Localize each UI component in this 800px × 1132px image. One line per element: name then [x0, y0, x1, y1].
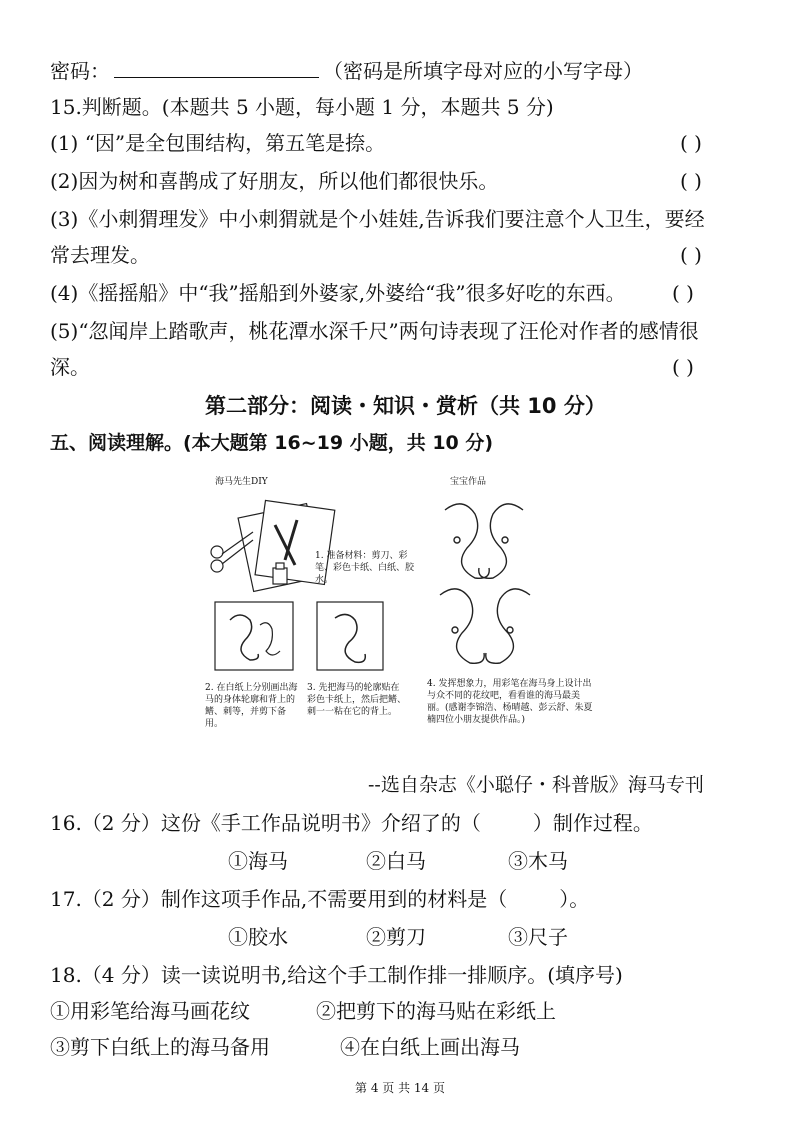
q15-answer-2[interactable]: ( )	[680, 169, 702, 193]
q18-option-2: ②把剪下的海马贴在彩纸上	[316, 999, 556, 1023]
q15-item-3: (3)《小刺猬理发》中小刺猬就是个小娃娃,告诉我们要注意个人卫生，要经	[50, 207, 705, 231]
instruction-figure	[205, 470, 600, 755]
q17-option-2[interactable]: ②剪刀	[366, 925, 426, 949]
q15-answer-4[interactable]: ( )	[672, 281, 694, 305]
password-note: （密码是所填字母对应的小写字母）	[323, 59, 643, 83]
q18-stem: 18.（4 分）读一读说明书,给这个手工制作排一排顺序。(填序号)	[50, 963, 623, 987]
password-line	[50, 58, 643, 84]
q15-item-4: (4)《摇摇船》中“我”摇船到外婆家,外婆给“我”很多好吃的东西。	[50, 281, 626, 305]
q16-stem	[50, 810, 653, 836]
page-footer: 第 4 页 共 14 页	[355, 1081, 445, 1095]
password-label: 密码：	[50, 59, 110, 83]
q18-option-3: ③剪下白纸上的海马备用	[50, 1035, 270, 1059]
q16-option-3[interactable]: ③木马	[508, 849, 568, 873]
q16-option-2[interactable]: ②白马	[366, 849, 426, 873]
q18-option-1: ①用彩笔给海马画花纹	[50, 999, 250, 1023]
q16-stem-after: ）制作过程。	[532, 811, 653, 835]
q15-item-2: (2)因为树和喜鹊成了好朋友，所以他们都很快乐。	[50, 169, 499, 193]
figure-step-2: 2. 在白纸上分别画出海马的身体轮廓和背上的鳍、刺等，并剪下备用。	[205, 683, 298, 729]
q17-stem-after: ）。	[559, 887, 590, 911]
q16-option-1[interactable]: ①海马	[228, 849, 288, 873]
figure-step-4: 4. 发挥想象力，用彩笔在海马身上设计出与众不同的花纹吧，看看谁的海马最美丽。(感谢李锦浩、杨晴越、彭云舒、朱夏楠四位小朋友提供作品。)	[427, 679, 593, 725]
figure-left-title: 海马先生DIY	[215, 477, 268, 487]
q15-item-5: (5)“忽闻岸上踏歌声，桃花潭水深千尺”两句诗表现了汪伦对作者的感情很	[50, 319, 699, 343]
q15-title: 15.判断题。(本题共 5 小题，每小题 1 分，本题共 5 分)	[50, 95, 554, 119]
kids-works-icons	[440, 504, 530, 663]
figure-step-3: 3. 先把海马的轮廓贴在彩色卡纸上，然后把鳍、刺一一粘在它的背上。	[307, 683, 407, 717]
q17-stem-before: 17.（2 分）制作这项手作品,不需要用到的材料是（	[50, 887, 508, 911]
q15-answer-1[interactable]: ( )	[680, 131, 702, 155]
q17-option-3[interactable]: ③尺子	[508, 925, 568, 949]
q15-answer-5[interactable]: ( )	[672, 355, 694, 379]
figure-step-1: 1. 准备材料：剪刀、彩笔、彩色卡纸、白纸、胶水。	[315, 551, 415, 585]
q15-item-3-cont: 常去理发。	[50, 243, 150, 267]
figure-right-title: 宝宝作品	[450, 477, 487, 487]
password-blank[interactable]	[114, 59, 319, 78]
section5-title: 五、阅读理解。(本大题第 16~19 小题，共 10 分)	[50, 432, 494, 454]
q15-answer-3[interactable]: ( )	[680, 243, 702, 267]
q18-option-4: ④在白纸上画出海马	[340, 1035, 520, 1059]
q17-option-1[interactable]: ①胶水	[228, 925, 288, 949]
q15-item-1: (1) “因”是全包围结构，第五笔是捺。	[50, 131, 386, 155]
q15-item-5-cont: 深。	[50, 355, 90, 379]
part2-title: 第二部分：阅读・知识・赏析（共 10 分）	[205, 394, 606, 418]
q17-stem	[50, 886, 589, 912]
q16-stem-before: 16.（2 分）这份《手工作品说明书》介绍了的（	[50, 811, 481, 835]
figure-source: --选自杂志《小聪仔・科普版》海马专刊	[368, 774, 704, 796]
